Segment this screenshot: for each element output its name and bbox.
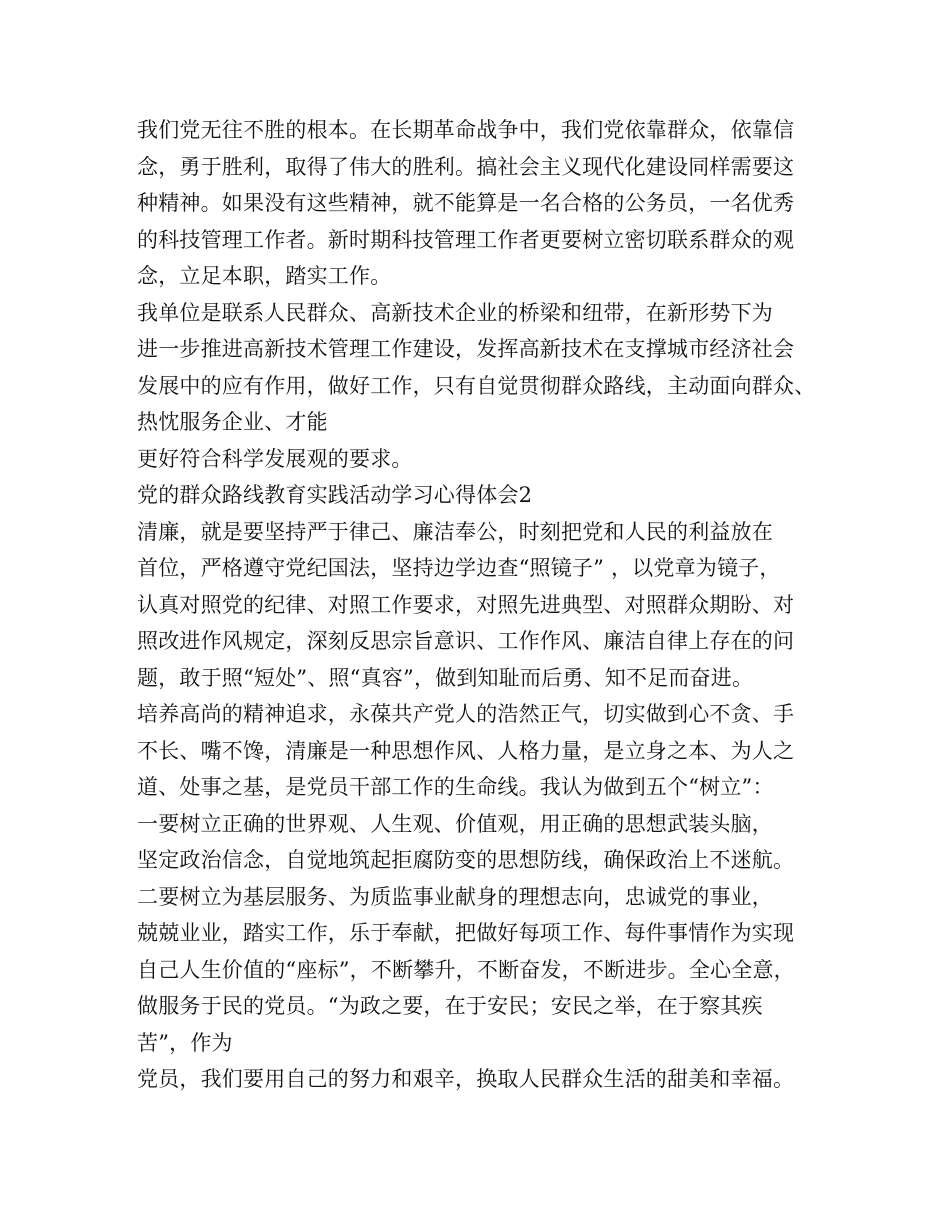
text-line: 二要树立为基层服务、为质监事业献身的理想志向，忠诚党的事业，: [137, 884, 773, 909]
text-line: 不长、嘴不馋，清廉是一种思想作风、人格力量，是立身之本、为人之: [137, 738, 795, 763]
text-line: 首位，严格遵守党纪国法，坚持边学边查“照镜子” ，以党章为镜子，: [137, 556, 781, 580]
document-body: [137, 112, 837, 1098]
text-line: 热忱服务企业、才能: [137, 410, 328, 434]
text-line: 念，勇于胜利，取得了伟大的胜利。搞社会主义现代化建设同样需要这: [137, 154, 795, 179]
text-line: 我们党无往不胜的根本。在长期革命战争中，我们党依靠群众，依靠信: [137, 118, 795, 142]
text-line: 党员，我们要用自己的努力和艰辛，换取人民群众生活的甜美和幸福。: [137, 1067, 795, 1091]
text-line: 一要树立正确的世界观、人生观、价值观，用正确的思想武装头脑，: [137, 811, 773, 836]
text-line: 进一步推进高新技术管理工作建设，发挥高新技术在支撑城市经济社会: [137, 337, 795, 361]
text-line: 坚定政治信念，自觉地筑起拒腐防变的思想防线，确保政治上不迷航。: [137, 848, 795, 872]
text-line: 题，敢于照“短处”、照“真容”，做到知耻而后勇、知不足而奋进。: [137, 665, 754, 690]
text-line: 培养高尚的精神追求，永葆共产党人的浩然正气，切实做到心不贪、手: [137, 702, 795, 726]
text-line: 清廉，就是要坚持严于律己、廉洁奉公，时刻把党和人民的利益放在: [137, 519, 773, 544]
text-line: 道、处事之基，是党员干部工作的生命线。我认为做到五个“树立”：: [137, 775, 774, 799]
text-line: 更好符合科学发展观的要求。: [137, 446, 413, 471]
text-line: 念，立足本职，踏实工作。: [137, 264, 392, 288]
text-line: 自己人生价值的“座标”，不断攀升，不断奋发，不断进步。全心全意，: [137, 957, 795, 982]
text-line: 我单位是联系人民群众、高新技术企业的桥梁和纽带，在新形势下为: [137, 300, 773, 325]
text-line: 发展中的应有作用，做好工作，只有自觉贯彻群众路线，主动面向群众、: [137, 373, 816, 398]
text-line: 苦”，作为: [137, 1030, 233, 1055]
text-line: 认真对照党的纪律、对照工作要求，对照先进典型、对照群众期盼、对: [137, 592, 795, 617]
section-heading: 党的群众路线教育实践活动学习心得体会2: [137, 483, 533, 507]
text-line: 做服务于民的党员。“为政之要，在于安民；安民之举，在于察其疾: [137, 994, 763, 1018]
text-line: 照改进作风规定，深刻反思宗旨意识、工作作风、廉洁自律上存在的问: [137, 629, 795, 653]
text-line: 兢兢业业，踏实工作，乐于奉献，把做好每项工作、每件事情作为实现: [137, 921, 795, 945]
text-line: 的科技管理工作者。新时期科技管理工作者更要树立密切联系群众的观: [137, 227, 795, 252]
text-line: 种精神。如果没有这些精神，就不能算是一名合格的公务员，一名优秀: [137, 191, 795, 215]
